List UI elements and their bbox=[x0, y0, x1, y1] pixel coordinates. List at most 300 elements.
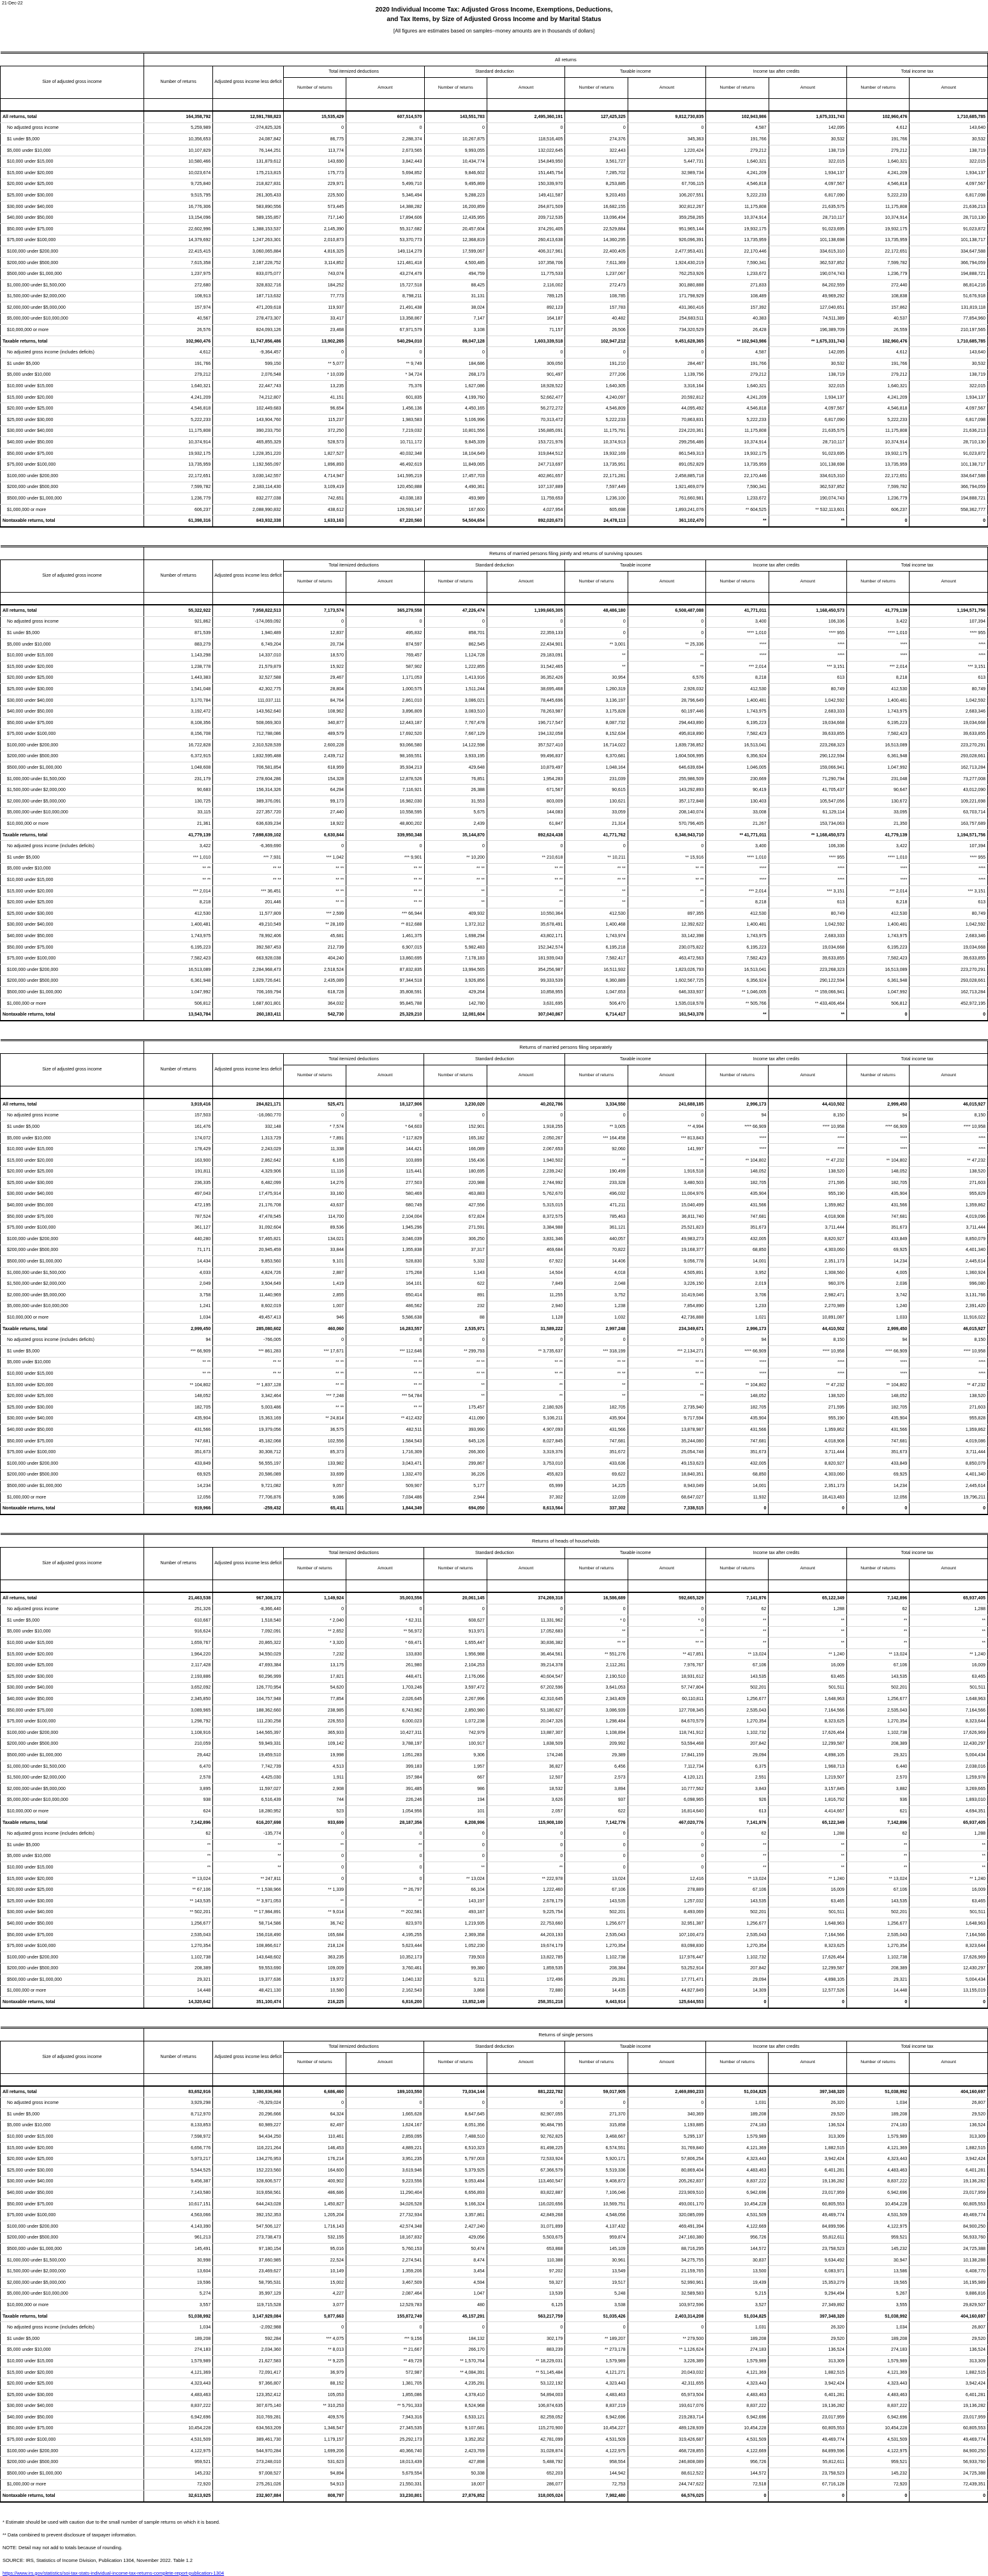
amount-cell: ** bbox=[910, 1626, 988, 1638]
number-of-returns-cell: ** 189,207 bbox=[565, 2333, 628, 2344]
amount-cell: 1,940,489 bbox=[213, 628, 283, 639]
amount-cell: 12,591,788,823 bbox=[213, 111, 283, 122]
number-of-returns-cell: 523 bbox=[283, 1806, 346, 1817]
amount-cell: 3,342,464 bbox=[213, 1391, 283, 1402]
number-of-returns-cell: 2,423,769 bbox=[424, 2445, 487, 2457]
number-of-returns-cell: 22,415,415 bbox=[144, 246, 212, 258]
number-of-returns-cell: 2,049 bbox=[144, 1278, 212, 1290]
amount-cell: ** ** bbox=[346, 1379, 424, 1391]
amount-cell: 277,503 bbox=[346, 1178, 424, 1189]
amount-cell: 1,042,592 bbox=[910, 919, 988, 931]
amount-cell: 832,277,038 bbox=[213, 493, 283, 505]
amount-cell: 392,152,353 bbox=[213, 2210, 283, 2221]
number-of-returns-cell: ** 104,802 bbox=[846, 1379, 909, 1391]
amount-cell: 650,414 bbox=[346, 1290, 424, 1301]
number-of-returns-cell: 7,142,896 bbox=[846, 1592, 909, 1604]
row-label: $30,000 under $40,000 bbox=[1, 2401, 144, 2412]
amount-cell: ** 47,232 bbox=[769, 1155, 846, 1166]
row-label: $30,000 under $40,000 bbox=[1, 919, 144, 931]
number-of-returns-cell: *** 2,014 bbox=[847, 661, 910, 672]
amount-cell: 0 bbox=[487, 1335, 564, 1346]
number-of-returns-cell: 7,599,782 bbox=[847, 482, 910, 493]
amount-cell: 587,902 bbox=[346, 661, 424, 672]
number-of-returns-cell: 184,252 bbox=[283, 279, 346, 291]
amount-cell: ** ** bbox=[487, 863, 564, 875]
amount-cell: ** 417,851 bbox=[628, 1648, 705, 1660]
amount-cell: 125,644,553 bbox=[628, 1997, 705, 2008]
amount-cell: 11,597,027 bbox=[213, 1784, 283, 1795]
amount-cell: 42,310,645 bbox=[487, 1694, 564, 1705]
amount-cell: 78,992,406 bbox=[213, 931, 283, 942]
amount-cell: 1,882,515 bbox=[910, 2367, 988, 2378]
amount-cell: ** 15,916 bbox=[628, 852, 705, 864]
amount-cell: 60,296,999 bbox=[213, 1671, 283, 1683]
number-of-returns-cell: **** bbox=[847, 650, 910, 662]
amount-cell: 1,648,963 bbox=[769, 1918, 846, 1930]
amount-cell: 1,388,153,537 bbox=[213, 223, 283, 235]
number-of-returns-cell: 18,104,649 bbox=[424, 448, 487, 459]
row-label: $40,000 under $50,000 bbox=[1, 931, 144, 942]
amount-cell: 1,332,470 bbox=[346, 1469, 424, 1481]
col-subheader-amount: Amount bbox=[910, 78, 988, 99]
amount-cell: 65,937,405 bbox=[910, 1817, 988, 1828]
col-header-size-of-agi: Size of adjusted gross income bbox=[1, 1547, 144, 1580]
number-of-returns-cell: 936 bbox=[846, 1795, 909, 1806]
number-of-returns-cell: 3,597,472 bbox=[424, 1682, 487, 1694]
amount-cell: *** 3,151 bbox=[769, 661, 846, 672]
amount-cell: 302,179 bbox=[487, 2333, 564, 2344]
number-of-returns-cell: **** bbox=[846, 1357, 909, 1368]
number-of-returns-cell: 12,056 bbox=[846, 1492, 909, 1503]
number-of-returns-cell: ** 104,802 bbox=[706, 1155, 769, 1166]
amount-cell: 572,987 bbox=[346, 2367, 424, 2378]
number-of-returns-cell: 4,121,369 bbox=[846, 2142, 909, 2154]
number-of-returns-cell: 3,400 bbox=[706, 616, 769, 628]
page-subtitle: [All figures are estimates based on samples--money amounts are in thousands of dollars] bbox=[393, 28, 595, 34]
number-of-returns-cell: 0 bbox=[846, 1997, 909, 2008]
amount-cell: 1,832,595,488 bbox=[213, 751, 283, 762]
column-group-title: Total income tax bbox=[846, 1053, 987, 1065]
row-label: $5,000,000 under $10,000,000 bbox=[1, 1795, 144, 1806]
row-label: $30,000 under $40,000 bbox=[1, 1413, 144, 1425]
table-row bbox=[1, 2367, 988, 2378]
number-of-returns-cell: 36,226 bbox=[424, 1469, 487, 1481]
number-of-returns-cell: 3,933,195 bbox=[424, 751, 487, 762]
number-of-returns-cell: 67,106 bbox=[846, 1884, 909, 1896]
amount-cell: 5,315,015 bbox=[487, 1200, 564, 1211]
footnote-note: NOTE: Detail may not add to totals because of rounding. bbox=[3, 2544, 123, 2550]
number-of-returns-cell: 10,374,914 bbox=[847, 437, 910, 448]
amount-cell: 0 bbox=[628, 1862, 705, 1874]
number-of-returns-cell: 180,695 bbox=[424, 1166, 487, 1178]
number-of-returns-cell: 1,046,005 bbox=[706, 762, 769, 774]
amount-cell: 322,015 bbox=[769, 381, 846, 392]
amount-cell: 1,461,375 bbox=[346, 931, 424, 942]
amount-cell: 126,593,147 bbox=[346, 504, 424, 515]
number-of-returns-cell: 6,360,889 bbox=[565, 975, 628, 987]
amount-cell: 1,602,567,725 bbox=[628, 975, 705, 987]
amount-cell: 9,853,560 bbox=[213, 1256, 283, 1268]
amount-cell: ** bbox=[769, 1839, 846, 1851]
amount-cell: 60,197,446 bbox=[628, 706, 705, 718]
number-of-returns-cell: 938 bbox=[144, 1795, 212, 1806]
number-of-returns-cell: 2,104,253 bbox=[424, 1660, 487, 1671]
amount-cell: 5,295,137 bbox=[628, 2131, 705, 2143]
number-of-returns-cell: 497,043 bbox=[144, 1188, 212, 1200]
amount-cell: 0 bbox=[346, 841, 424, 852]
amount-cell: 107,394 bbox=[910, 616, 988, 628]
amount-cell: 5,503,675 bbox=[487, 2232, 564, 2244]
amount-cell: 23,017,959 bbox=[910, 2187, 988, 2199]
row-label: $20,000 under $25,000 bbox=[1, 403, 144, 415]
number-of-returns-cell: 18,007 bbox=[424, 2479, 487, 2491]
table-row bbox=[1, 2154, 988, 2165]
amount-cell: 4,019,086 bbox=[910, 1435, 988, 1447]
number-of-returns-cell: 102,960,476 bbox=[144, 336, 212, 347]
amount-cell: 1,893,010 bbox=[910, 1795, 988, 1806]
amount-cell: 7,164,566 bbox=[910, 1705, 988, 1716]
number-of-returns-cell: 3,882 bbox=[846, 1784, 909, 1795]
number-of-returns-cell: 747,681 bbox=[144, 1435, 212, 1447]
amount-cell: 156,885,091 bbox=[487, 426, 564, 437]
col-subheader-number: Number of returns bbox=[706, 1065, 769, 1086]
amount-cell: 244,747,622 bbox=[628, 2479, 705, 2491]
number-of-returns-cell: 2,117,428 bbox=[144, 1660, 212, 1671]
number-of-returns-cell: 12,837 bbox=[283, 628, 346, 639]
amount-cell: 36,352,426 bbox=[487, 672, 564, 684]
table-row bbox=[1, 1222, 988, 1234]
amount-cell: 88,716,295 bbox=[628, 2244, 705, 2255]
amount-cell: 19,034,668 bbox=[769, 717, 846, 729]
number-of-returns-cell: *** 164,458 bbox=[565, 1132, 628, 1144]
table-row bbox=[1, 1200, 988, 1211]
amount-cell: ** 433,406,464 bbox=[769, 998, 846, 1009]
number-of-returns-cell: 274,183 bbox=[706, 2344, 769, 2356]
number-of-returns-cell: 0 bbox=[424, 122, 487, 134]
col-subheader-amount: Amount bbox=[769, 1065, 846, 1086]
amount-cell: 3,043,471 bbox=[346, 1458, 424, 1469]
amount-cell: 151,445,754 bbox=[487, 167, 564, 179]
row-label: $500,000 under $1,000,000 bbox=[1, 987, 144, 998]
row-label: $25,000 under $30,000 bbox=[1, 415, 144, 426]
number-of-returns-cell: **** bbox=[846, 1368, 909, 1380]
amount-cell: 171,798,929 bbox=[628, 291, 705, 302]
amount-cell: 897,355 bbox=[628, 908, 705, 920]
col-subheader-amount: Amount bbox=[628, 2052, 705, 2073]
number-of-returns-cell: 0 bbox=[565, 1604, 628, 1615]
number-of-returns-cell: 208,389 bbox=[846, 1963, 909, 1974]
number-of-returns-cell: 1,270,354 bbox=[144, 1941, 212, 1952]
number-of-returns-cell: 542,730 bbox=[283, 1009, 346, 1021]
number-of-returns-cell: 31,131 bbox=[424, 291, 487, 302]
col-subheader-amount: Amount bbox=[487, 2052, 564, 2073]
amount-cell: 2,284,968,473 bbox=[213, 964, 283, 975]
amount-cell: 3,711,444 bbox=[910, 1447, 988, 1458]
amount-cell: 18,840,351 bbox=[628, 1469, 705, 1481]
number-of-returns-cell: 174,072 bbox=[144, 1132, 212, 1144]
amount-cell: 133,830 bbox=[346, 1648, 424, 1660]
row-label: $200,000 under $500,000 bbox=[1, 751, 144, 762]
number-of-returns-cell: 7,488,510 bbox=[424, 2131, 487, 2143]
row-label: $50,000 under $75,000 bbox=[1, 942, 144, 953]
number-of-returns-cell: 62 bbox=[846, 1604, 909, 1615]
amount-cell: 152,342,574 bbox=[487, 942, 564, 953]
amount-cell: 136,524 bbox=[910, 2120, 988, 2131]
amount-cell: 175,268 bbox=[346, 1267, 424, 1278]
table-row bbox=[1, 818, 988, 830]
amount-cell: 121,481,418 bbox=[346, 257, 424, 269]
col-subheader-amount: Amount bbox=[346, 2052, 424, 2073]
amount-cell: 67,220,560 bbox=[346, 515, 424, 527]
number-of-returns-cell: 274,183 bbox=[846, 2120, 909, 2131]
number-of-returns-cell: 38,024 bbox=[424, 302, 487, 314]
number-of-returns-cell: 6,195,223 bbox=[847, 942, 910, 953]
number-of-returns-cell: 220,988 bbox=[424, 1178, 487, 1189]
amount-cell: 49,469,774 bbox=[910, 2434, 988, 2446]
amount-cell: 113,460,547 bbox=[487, 2176, 564, 2187]
number-of-returns-cell: 108,962 bbox=[283, 706, 346, 718]
amount-cell: 4,195,255 bbox=[346, 1929, 424, 1941]
amount-cell: 138,719 bbox=[910, 369, 988, 381]
amount-cell: 144,565,397 bbox=[213, 1728, 283, 1739]
amount-cell: 223,268,323 bbox=[769, 740, 846, 751]
column-group-title: Taxable income bbox=[565, 2041, 706, 2052]
number-of-returns-cell: 94 bbox=[846, 1110, 909, 1121]
row-label: $1,500,000 under $2,000,000 bbox=[1, 291, 144, 302]
amount-cell: 67,202,596 bbox=[487, 1682, 564, 1694]
amount-cell: ** bbox=[910, 1839, 988, 1851]
number-of-returns-cell: 59,017,905 bbox=[565, 2086, 628, 2098]
number-of-returns-cell: 6,370,681 bbox=[565, 751, 628, 762]
number-of-returns-cell: ** bbox=[846, 1615, 909, 1627]
amount-cell: 52,990,961 bbox=[628, 2277, 705, 2288]
amount-cell: 13,878,987 bbox=[628, 1425, 705, 1436]
amount-cell: 29,520 bbox=[769, 2333, 846, 2344]
row-label: $30,000 under $40,000 bbox=[1, 1188, 144, 1200]
number-of-returns-cell: 67,106 bbox=[706, 1660, 769, 1671]
number-of-returns-cell: 747,681 bbox=[706, 1435, 769, 1447]
amount-cell: 2,239,242 bbox=[487, 1166, 564, 1178]
amount-cell: 1,648,963 bbox=[910, 1918, 988, 1930]
amount-cell: 84,900,250 bbox=[910, 2221, 988, 2233]
number-of-returns-cell: 463,883 bbox=[424, 1188, 487, 1200]
number-of-returns-cell: 12,435,955 bbox=[424, 212, 487, 224]
amount-cell: 141,997 bbox=[628, 1144, 705, 1155]
number-of-returns-cell: 1,102,738 bbox=[144, 1951, 212, 1963]
number-of-returns-cell: 3,086,021 bbox=[424, 695, 487, 706]
amount-cell: 1,194,571,756 bbox=[910, 605, 988, 616]
number-of-returns-cell: 1,957 bbox=[424, 1761, 487, 1772]
number-of-returns-cell: 6,356,924 bbox=[706, 751, 769, 762]
amount-cell: 73,277,008 bbox=[910, 773, 988, 785]
table-row bbox=[1, 1301, 988, 1312]
amount-cell: 362,537,852 bbox=[769, 257, 846, 269]
number-of-returns-cell: 412,530 bbox=[706, 908, 769, 920]
source-link[interactable]: https://www.irs.gov/statistics/soi-tax-stats-individual-income-tax-returns-complete-report-publication-1304 bbox=[3, 2570, 225, 2576]
amount-cell: ** bbox=[213, 1862, 283, 1874]
amount-cell: 1,042,592 bbox=[769, 695, 846, 706]
amount-cell: 599,150 bbox=[213, 359, 283, 370]
amount-cell: 6,346,943,710 bbox=[628, 829, 705, 841]
amount-cell: ** ** bbox=[346, 885, 424, 897]
number-of-returns-cell: *** 4,075 bbox=[283, 2333, 346, 2344]
number-of-returns-cell: 0 bbox=[847, 1009, 910, 1021]
amount-cell: 9,225,754 bbox=[487, 1907, 564, 1918]
amount-cell: ** bbox=[346, 1895, 424, 1907]
number-of-returns-cell: 73,034,144 bbox=[424, 2086, 487, 2098]
table-row bbox=[1, 2288, 988, 2300]
amount-cell: 2,038,016 bbox=[910, 1761, 988, 1772]
number-of-returns-cell: 11,849,065 bbox=[424, 459, 487, 471]
amount-cell: 1,192,565,097 bbox=[213, 459, 283, 471]
number-of-returns-cell: 472,195 bbox=[144, 1200, 212, 1211]
amount-cell: 26,807 bbox=[910, 2098, 988, 2109]
amount-cell: 465,855,329 bbox=[213, 437, 283, 448]
col-subheader-number: Number of returns bbox=[846, 1065, 909, 1086]
amount-cell: **** bbox=[910, 650, 988, 662]
amount-cell: 118,516,405 bbox=[487, 134, 564, 145]
number-of-returns-cell: 1,579,989 bbox=[706, 2356, 769, 2367]
amount-cell: 4,018,908 bbox=[769, 1211, 846, 1222]
number-of-returns-cell: 72,920 bbox=[144, 2479, 212, 2491]
number-of-returns-cell: 7,582,423 bbox=[706, 729, 769, 740]
number-of-returns-cell: 113,774 bbox=[283, 145, 346, 156]
number-of-returns-cell: ** 551,276 bbox=[565, 1648, 628, 1660]
amount-cell: ** 47,232 bbox=[769, 1379, 846, 1391]
amount-cell: 2,859,095 bbox=[346, 2131, 424, 2143]
col-subheader-number: Number of returns bbox=[706, 1558, 769, 1580]
amount-cell: 8,493,069 bbox=[628, 1907, 705, 1918]
row-label: $50,000 under $75,000 bbox=[1, 2198, 144, 2210]
number-of-returns-cell: 1,579,989 bbox=[706, 2131, 769, 2143]
number-of-returns-cell: 3,527 bbox=[706, 2300, 769, 2311]
amount-cell: 55,317,682 bbox=[346, 223, 424, 235]
number-of-returns-cell: 0 bbox=[565, 1828, 628, 1840]
number-of-returns-cell: 433,849 bbox=[144, 1458, 212, 1469]
row-label: $20,000 under $25,000 bbox=[1, 2154, 144, 2165]
row-label: $1,000,000 under $1,500,000 bbox=[1, 773, 144, 785]
row-label: $1 under $5,000 bbox=[1, 2109, 144, 2121]
number-of-returns-cell: 14,276 bbox=[283, 1178, 346, 1189]
number-of-returns-cell: * 10,039 bbox=[283, 369, 346, 381]
table-row bbox=[1, 796, 988, 808]
number-of-returns-cell: 2,048 bbox=[565, 1278, 628, 1290]
row-label: $15,000 under $20,000 bbox=[1, 885, 144, 897]
amount-cell: 22,359,133 bbox=[487, 628, 564, 639]
amount-cell: 19,674,179 bbox=[487, 1941, 564, 1952]
amount-cell: 397,348,320 bbox=[769, 2311, 846, 2322]
amount-cell: 20,296,666 bbox=[213, 2109, 283, 2121]
number-of-returns-cell: 1,270,354 bbox=[565, 1941, 628, 1952]
amount-cell: 4,694,351 bbox=[910, 1806, 988, 1817]
amount-cell: 23,758,523 bbox=[769, 2244, 846, 2255]
number-of-returns-cell: **** bbox=[847, 639, 910, 650]
number-of-returns-cell: 144,572 bbox=[706, 2244, 769, 2255]
number-of-returns-cell: 1,346,547 bbox=[283, 2423, 346, 2434]
amount-cell: 241,688,185 bbox=[628, 1099, 705, 1110]
amount-cell: 1,220,424 bbox=[628, 145, 705, 156]
number-of-returns-cell: 40,482 bbox=[565, 313, 628, 325]
amount-cell: 10,777,562 bbox=[628, 1784, 705, 1795]
number-of-returns-cell: 4,241,209 bbox=[706, 392, 769, 403]
number-of-returns-cell: 7,582,423 bbox=[847, 729, 910, 740]
number-of-returns-cell: 4,500,485 bbox=[424, 257, 487, 269]
row-label: $1,000,000 or more bbox=[1, 1492, 144, 1503]
number-of-returns-cell: 2,535,043 bbox=[706, 1929, 769, 1941]
row-label: $10,000 under $15,000 bbox=[1, 875, 144, 886]
amount-cell: 57,465,821 bbox=[213, 1234, 283, 1245]
amount-cell: 1,355,838 bbox=[346, 1245, 424, 1256]
amount-cell: 17,626,969 bbox=[910, 1951, 988, 1963]
amount-cell: ** bbox=[487, 897, 564, 908]
number-of-returns-cell: 431,566 bbox=[846, 1200, 909, 1211]
amount-cell: 36,811,740 bbox=[628, 1211, 705, 1222]
number-of-returns-cell: 165,182 bbox=[424, 1132, 487, 1144]
amount-cell: 127,708,345 bbox=[628, 1705, 705, 1716]
number-of-returns-cell: 858,701 bbox=[424, 628, 487, 639]
row-label: $30,000 under $40,000 bbox=[1, 201, 144, 212]
number-of-returns-cell: 7,232 bbox=[283, 1648, 346, 1660]
col-subheader-number: Number of returns bbox=[565, 78, 628, 99]
number-of-returns-cell: 400,902 bbox=[283, 2176, 346, 2187]
number-of-returns-cell: 433,849 bbox=[846, 1234, 909, 1245]
amount-cell: 7,854,890 bbox=[628, 1301, 705, 1312]
table-row bbox=[1, 1188, 988, 1200]
amount-cell: 4,401,340 bbox=[910, 1469, 988, 1481]
row-label: $25,000 under $30,000 bbox=[1, 1402, 144, 1413]
amount-cell: 4,027,954 bbox=[487, 504, 564, 515]
number-of-returns-cell: 6,470 bbox=[144, 1761, 212, 1772]
col-header-size-of-agi: Size of adjusted gross income bbox=[1, 559, 144, 592]
amount-cell: ** 202,581 bbox=[346, 1907, 424, 1918]
amount-cell: 116,221,264 bbox=[213, 2142, 283, 2154]
number-of-returns-cell: 1,238 bbox=[565, 1301, 628, 1312]
table-row bbox=[1, 2086, 988, 2098]
amount-cell: 357,172,848 bbox=[628, 796, 705, 808]
amount-cell: 45,182,068 bbox=[213, 1435, 283, 1447]
number-of-returns-cell: 2,369,358 bbox=[424, 1929, 487, 1941]
statistics-table bbox=[0, 1533, 988, 2009]
amount-cell: 35,678,491 bbox=[487, 919, 564, 931]
amount-cell: 712,788,086 bbox=[213, 729, 283, 740]
table-row bbox=[1, 2423, 988, 2434]
amount-cell: 54,894,003 bbox=[487, 2389, 564, 2401]
amount-cell: 495,832 bbox=[346, 628, 424, 639]
amount-cell: 392,587,453 bbox=[213, 942, 283, 953]
column-group-title: Total itemized deductions bbox=[283, 1053, 424, 1065]
column-group-title: Standard deduction bbox=[424, 2041, 565, 2052]
col-subheader-amount: Amount bbox=[910, 1065, 988, 1086]
number-of-returns-cell: 101 bbox=[424, 1806, 487, 1817]
amount-cell: 6,817,090 bbox=[769, 415, 846, 426]
row-label: $75,000 under $100,000 bbox=[1, 1447, 144, 1458]
table-row bbox=[1, 134, 988, 145]
number-of-returns-cell: 351,673 bbox=[706, 1447, 769, 1458]
table-row bbox=[1, 2266, 988, 2277]
number-of-returns-cell: 2,435,089 bbox=[283, 975, 346, 987]
row-label: $1,500,000 under $2,000,000 bbox=[1, 1772, 144, 1784]
number-of-returns-cell: 1,102,738 bbox=[846, 1951, 909, 1963]
row-label: $25,000 under $30,000 bbox=[1, 908, 144, 920]
number-of-returns-cell: 45,157,291 bbox=[424, 2311, 487, 2322]
amount-cell: 156,314,326 bbox=[213, 785, 283, 796]
amount-cell: 0 bbox=[487, 122, 564, 134]
table-row bbox=[1, 751, 988, 762]
amount-cell: 1,934,137 bbox=[769, 167, 846, 179]
amount-cell: 6,000,023 bbox=[346, 1716, 424, 1728]
number-of-returns-cell: 961,213 bbox=[144, 2232, 212, 2244]
number-of-returns-cell: ** 104,802 bbox=[846, 1155, 909, 1166]
